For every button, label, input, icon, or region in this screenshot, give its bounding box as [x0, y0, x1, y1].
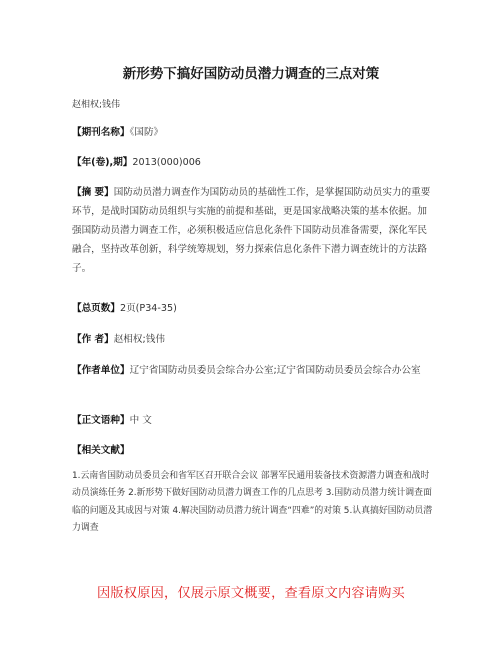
field-year-issue [72, 153, 434, 172]
field-language [72, 411, 434, 430]
related-documents-list: 1.云南省国防动员委员会和省军区召开联合会议 部署军民通用装备技术资源潜力调查和战时动员演练任务 2.新形势下做好国防动员潜力调查工作的几点思考 3.国防动员潜力统计调查面临的问题及其成因与对策 4.解决国防动员潜力统计调查“四难”的对策 5.认真搞好国防动员潜力调查 [72, 471, 433, 533]
field-affiliation [72, 361, 434, 380]
field-journal-value: 《国防》 [129, 127, 164, 138]
field-abstract-value: 国防动员潜力调查作为国防动员的基础性工作，是掌握国防动员实力的重要环节，是战时国防动员组织与实施的前提和基础，更是国家战略决策的基本依据。加强国防动员潜力调查工作，必须积极适应信息化条件下国防动员准备需要，深化军民融合，坚持改革创新，科学统筹规划，努力探索信息化条件下潜力调查统计的方法路子。 [72, 187, 431, 274]
document-title: 新形势下搞好国防动员潜力调查的三点对策 [122, 66, 380, 82]
field-authors-value: 赵相权;钱伟 [113, 334, 165, 345]
field-journal [72, 123, 434, 142]
field-abstract [72, 183, 434, 278]
field-pages [72, 299, 434, 318]
field-affiliation-value: 辽宁省国防动员委员会综合办公室;辽宁省国防动员委员会综合办公室 [129, 365, 421, 376]
field-language-label: 【正文语种】 [72, 415, 130, 426]
field-year-issue-value: 2013(000)006 [132, 157, 201, 168]
field-affiliation-label: 【作者单位】 [72, 365, 130, 376]
field-authors-label: 【作 者】 [72, 334, 114, 345]
authors-line: 赵相权;钱伟 [72, 100, 121, 110]
field-related-label: 【相关文献】 [72, 445, 130, 456]
field-year-issue-label: 【年(卷),期】 [72, 157, 133, 168]
field-pages-label: 【总页数】 [72, 303, 120, 314]
field-related [72, 441, 434, 460]
field-pages-value: 2页(P34-35) [119, 303, 177, 314]
copyright-notice[interactable]: 因版权原因，仅展示原文概要，查看原文内容请购买 [97, 586, 405, 601]
field-journal-label: 【期刊名称】 [72, 127, 130, 138]
field-authors [72, 330, 434, 349]
field-abstract-label: 【摘 要】 [72, 187, 114, 198]
field-language-value: 中 文 [129, 415, 152, 426]
